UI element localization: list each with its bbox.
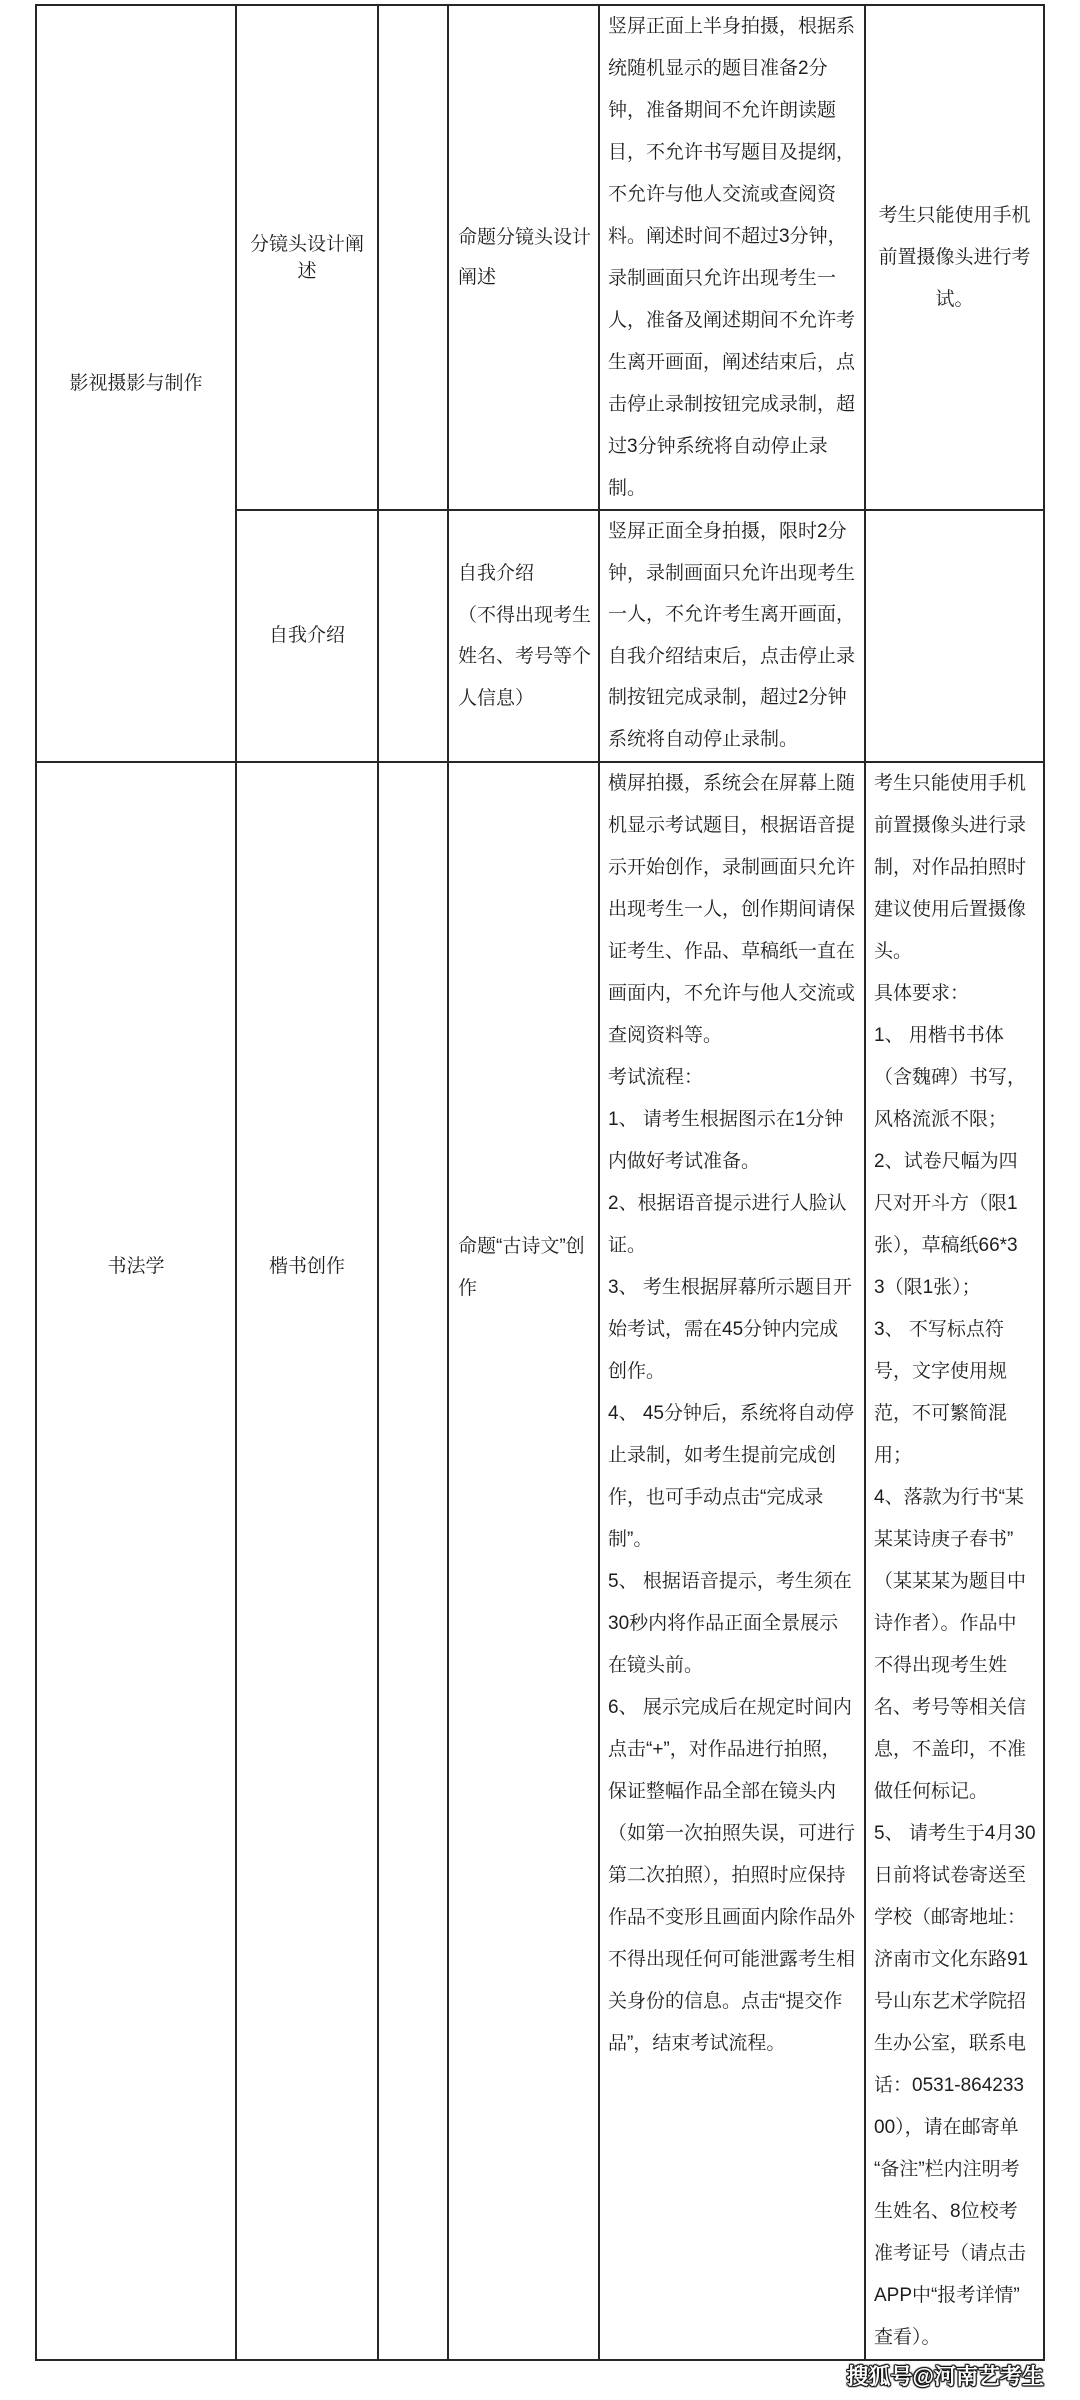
note-line: 尺对开斗方（限1 bbox=[874, 1193, 1018, 1214]
major-cell bbox=[37, 6, 235, 761]
note-line: 话：0531-864233 bbox=[874, 2075, 1024, 2096]
note-line: 考生只能使用手机 bbox=[878, 204, 1031, 226]
note-line: 3（限1张）； bbox=[874, 1277, 981, 1298]
procedure-line: 5、 根据语音提示，考生须在 bbox=[608, 1571, 852, 1592]
note-line: 范，不可繁简混 bbox=[874, 1403, 1008, 1424]
note-line: 制，对作品拍照时 bbox=[874, 857, 1027, 878]
note-line: 日前将试卷寄送至 bbox=[874, 1865, 1027, 1886]
topic-line: 自我介绍 bbox=[458, 563, 535, 584]
procedure-line: 钟，准备期间不允许朗读题 bbox=[608, 100, 837, 121]
procedure-line: 不允许与他人交流或查阅资 bbox=[608, 184, 837, 205]
table-border-bottom bbox=[35, 2359, 1045, 2361]
procedure-line: 录制画面只允许出现考生一 bbox=[608, 268, 837, 289]
note-line: 名、考号等相关信 bbox=[874, 1697, 1027, 1718]
note-line: 某某诗庚子春书” bbox=[874, 1529, 1014, 1550]
table-border-right bbox=[1043, 4, 1045, 2361]
topic-line: （不得出现考生 bbox=[458, 604, 592, 626]
procedure-line: 出现考生一人，创作期间请保 bbox=[608, 899, 856, 920]
procedure-line: 点击“+”，对作品进行拍照， bbox=[608, 1739, 841, 1760]
procedure-line: 30秒内将作品正面全景展示 bbox=[608, 1613, 839, 1634]
topic-line: 命题分镜头设计 bbox=[458, 226, 592, 248]
note-line: 1、 用楷书书体 bbox=[874, 1025, 1004, 1046]
subject-label: 楷书创作 bbox=[268, 1256, 345, 1277]
note-line: 号山东艺术学院招 bbox=[874, 1991, 1027, 2012]
procedure-line: 1、 请考生根据图示在1分钟 bbox=[608, 1109, 844, 1130]
topic-line: 人信息） bbox=[458, 687, 535, 709]
blank-cell bbox=[379, 511, 447, 761]
note-line: 考生只能使用手机 bbox=[874, 773, 1027, 794]
subject-cell bbox=[237, 511, 377, 761]
note-line: 准考证号（请点击 bbox=[874, 2243, 1027, 2264]
major-cell bbox=[37, 763, 235, 2359]
procedure-cell bbox=[600, 763, 864, 2359]
note-line: 号，文字使用规 bbox=[874, 1361, 1008, 1382]
blank-cell bbox=[379, 6, 447, 509]
topic-line: 命题“古诗文”创 bbox=[458, 1236, 585, 1257]
procedure-line: 画面内，不允许与他人交流或 bbox=[608, 983, 856, 1004]
procedure-line: 人，准备及阐述期间不允许考 bbox=[608, 310, 856, 331]
procedure-line: 制”。 bbox=[608, 1529, 653, 1550]
note-line: APP中“报考详情” bbox=[874, 2285, 1020, 2306]
procedure-line: 内做好考试准备。 bbox=[608, 1151, 761, 1172]
note-line: 查看）。 bbox=[874, 2327, 941, 2348]
procedure-line: 在镜头前。 bbox=[608, 1655, 704, 1676]
note-line: 生姓名、8位校考 bbox=[874, 2201, 1018, 2222]
note-line: 诗作者）。作品中 bbox=[874, 1613, 1017, 1634]
major-label: 书法学 bbox=[107, 1256, 165, 1277]
procedure-line: 不得出现任何可能泄露考生相 bbox=[608, 1949, 856, 1970]
subject-line: 分镜头设计阐 bbox=[249, 233, 364, 255]
watermark-label: 搜狐号@河南艺考生 bbox=[846, 2364, 1044, 2389]
topic-cell bbox=[449, 511, 598, 761]
note-line: 4、落款为行书“某 bbox=[874, 1487, 1024, 1508]
procedure-line: 6、 展示完成后在规定时间内 bbox=[608, 1697, 852, 1718]
procedure-line: 生离开画面，阐述结束后，点 bbox=[608, 352, 856, 373]
procedure-line: 3、 考生根据屏幕所示题目开 bbox=[608, 1277, 852, 1298]
procedure-line: 示开始创作，录制画面只允许 bbox=[608, 857, 856, 878]
note-line: “备注”栏内注明考 bbox=[874, 2159, 1020, 2180]
procedure-line: 机显示考试题目，根据语音提 bbox=[608, 815, 856, 836]
procedure-line: （如第一次拍照失误，可进行 bbox=[608, 1823, 856, 1844]
subject-cell bbox=[237, 763, 377, 2359]
note-line: 张），草稿纸66*3 bbox=[874, 1235, 1018, 1256]
procedure-line: 证。 bbox=[608, 1235, 647, 1256]
procedure-line: 一人，不允许考生离开画面， bbox=[608, 604, 856, 626]
procedure-line: 横屏拍摄，系统会在屏幕上随 bbox=[608, 773, 856, 794]
procedure-line: 作，也可手动点击“完成录 bbox=[608, 1487, 824, 1508]
procedure-line: 自我介绍结束后，点击停止录 bbox=[608, 645, 856, 667]
procedure-line: 击停止录制按钮完成录制，超 bbox=[608, 394, 856, 415]
procedure-line: 4、 45分钟后，系统将自动停 bbox=[608, 1403, 854, 1424]
notes-cell-empty bbox=[866, 511, 1043, 761]
procedure-line: 系统将自动停止录制。 bbox=[608, 728, 799, 750]
note-line: 息，不盖印，不准 bbox=[874, 1739, 1027, 1760]
procedure-line: 关身份的信息。点击“提交作 bbox=[608, 1991, 843, 2012]
subject-line: 述 bbox=[297, 260, 317, 282]
note-line: 济南市文化东路91 bbox=[874, 1949, 1029, 1970]
procedure-line: 止录制，如考生提前完成创 bbox=[608, 1445, 837, 1466]
procedure-line: 第二次拍照），拍照时应保持 bbox=[608, 1865, 846, 1886]
note-line: 做任何标记。 bbox=[874, 1781, 989, 1802]
note-line: 2、试卷尺幅为四 bbox=[874, 1151, 1018, 1172]
notes-cell bbox=[866, 763, 1043, 2359]
notes-cell bbox=[866, 6, 1043, 509]
procedure-line: 品”，结束考试流程。 bbox=[608, 2033, 786, 2054]
note-line: （含魏碑）书写， bbox=[874, 1067, 1027, 1088]
note-line: 用； bbox=[874, 1445, 913, 1466]
procedure-cell bbox=[600, 511, 864, 761]
procedure-line: 竖屏正面上半身拍摄，根据系 bbox=[608, 16, 856, 37]
note-line: 前置摄像头进行录 bbox=[874, 815, 1027, 836]
note-line: 不得出现考生姓 bbox=[874, 1655, 1008, 1676]
note-line: 学校（邮寄地址： bbox=[874, 1907, 1027, 1928]
procedure-line: 查阅资料等。 bbox=[608, 1025, 723, 1046]
procedure-line: 钟，录制画面只允许出现考生 bbox=[608, 562, 856, 584]
topic-line: 作 bbox=[458, 1278, 478, 1299]
topic-cell bbox=[449, 763, 598, 2359]
procedure-cell bbox=[600, 6, 864, 509]
procedure-line: 过3分钟系统将自动停止录 bbox=[608, 436, 828, 457]
procedure-line: 创作。 bbox=[608, 1361, 666, 1382]
procedure-line: 证考生、作品、草稿纸一直在 bbox=[608, 941, 856, 962]
note-line: （某某某为题目中 bbox=[874, 1571, 1027, 1592]
major-label: 影视摄影与制作 bbox=[69, 372, 203, 394]
procedure-line: 作品不变形且画面内除作品外 bbox=[608, 1907, 856, 1928]
procedure-line: 保证整幅作品全部在镜头内 bbox=[608, 1781, 837, 1802]
note-line: 3、 不写标点符 bbox=[874, 1319, 1004, 1340]
topic-line: 姓名、考号等个 bbox=[458, 646, 592, 667]
procedure-line: 始考试，需在45分钟内完成 bbox=[608, 1319, 839, 1340]
procedure-line: 竖屏正面全身拍摄，限时2分 bbox=[608, 521, 847, 542]
topic-line: 阐述 bbox=[458, 266, 497, 288]
note-line: 00），请在邮寄单 bbox=[874, 2117, 1019, 2138]
note-line: 试。 bbox=[935, 288, 974, 310]
note-line: 头。 bbox=[874, 941, 913, 962]
subject-cell bbox=[237, 6, 377, 509]
procedure-line: 目，不允许书写题目及提纲， bbox=[608, 142, 856, 163]
note-line: 具体要求： bbox=[874, 983, 970, 1004]
blank-cell bbox=[379, 763, 447, 2359]
procedure-line: 料。阐述时间不超过3分钟， bbox=[608, 226, 847, 247]
topic-cell bbox=[449, 6, 598, 509]
subject-label: 自我介绍 bbox=[268, 625, 345, 646]
note-line: 建议使用后置摄像 bbox=[874, 899, 1027, 920]
procedure-line: 制。 bbox=[608, 478, 647, 499]
note-line: 风格流派不限； bbox=[874, 1109, 1008, 1130]
note-line: 5、 请考生于4月30 bbox=[874, 1823, 1036, 1844]
procedure-line: 统随机显示的题目准备2分 bbox=[608, 58, 828, 79]
procedure-line: 制按钮完成录制，超过2分钟 bbox=[608, 687, 847, 709]
note-line: 生办公室，联系电 bbox=[874, 2033, 1027, 2054]
note-line: 前置摄像头进行考 bbox=[878, 246, 1031, 268]
procedure-line: 考试流程： bbox=[608, 1067, 704, 1088]
procedure-line: 2、根据语音提示进行人脸认 bbox=[608, 1193, 847, 1214]
